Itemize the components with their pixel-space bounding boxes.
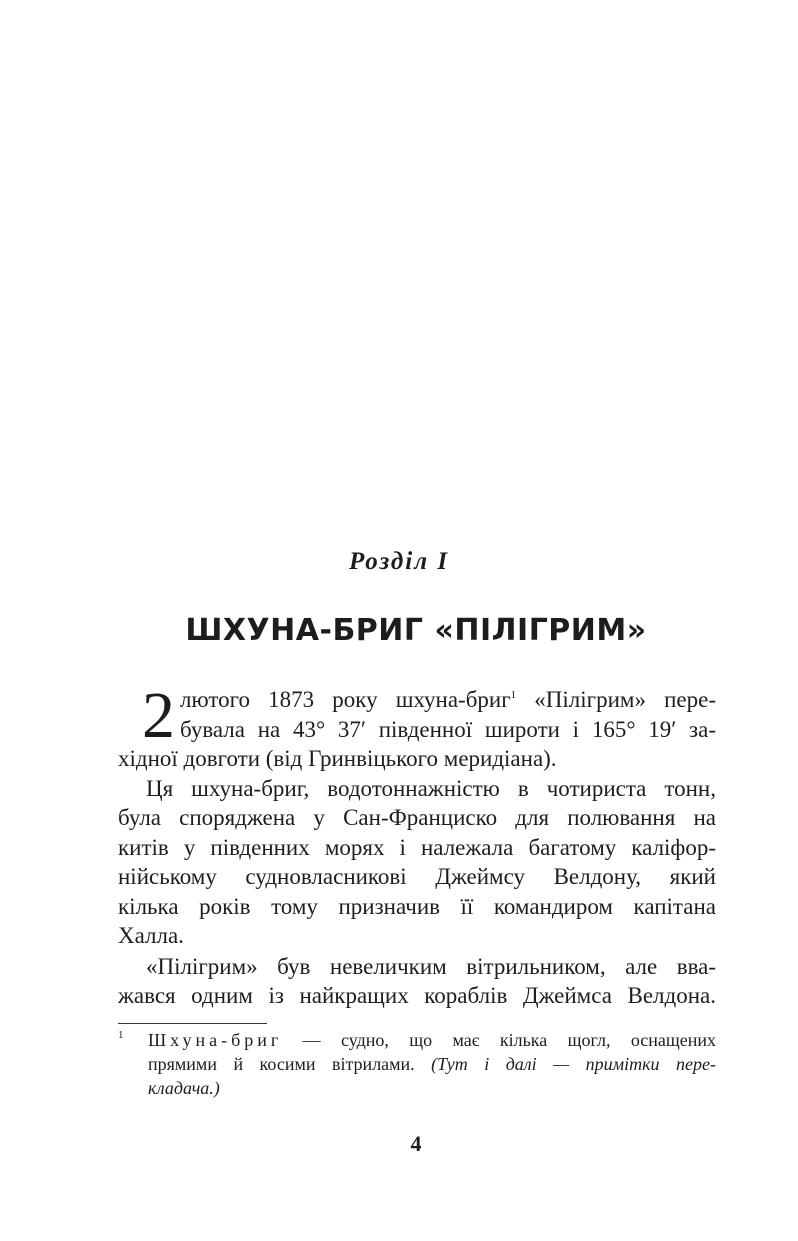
paragraph-3-line-2: жався одним із найкращих кораблів Джеймса Велдона. [118, 983, 716, 1008]
paragraph-2-line-2: була споряджена у Сан-Франциско для полювання на [118, 805, 716, 830]
paragraph-1-line-1: лютого 1873 року шхуна-бриг$^1$ «Пілігрим» пере- [180, 687, 716, 712]
paragraph-2-line-4: нійському судновласникові Джеймсу Велдону, який [118, 864, 716, 889]
paragraph-1-line-3: хідної довготи (від Гринвіцького меридіана). [118, 746, 557, 771]
paragraph-1-line-2: бувала на 43° 37′ південної широти і 165° 19′ за- [180, 717, 716, 742]
footnote-line-1: Шхуна-бриг — судно, що має кілька щогл, оснащених [148, 1030, 716, 1050]
footnote-mark: 1 [118, 1029, 124, 1041]
paragraph-2-line-5: кілька років тому призначив її командиром капітана [118, 894, 716, 919]
footnote-term: Шхуна-бриг [148, 1030, 283, 1050]
footnote-line-2: прямими й косими вітрилами. (Тут і далі — примітки пере- [148, 1054, 716, 1074]
footnote-line-3: кладача.) [148, 1078, 220, 1098]
drop-cap: 2 [142, 679, 175, 752]
footnote-divider [118, 1023, 267, 1024]
paragraph-3-line-1: «Пілігрим» був невеличким вітрильником, але вва- [146, 954, 716, 979]
paragraph-2-line-3: китів у південних морях і належала багатому каліфор- [118, 835, 716, 860]
chapter-label: Розділ I [348, 548, 450, 575]
paragraph-2-line-6: Халла. [118, 923, 184, 948]
chapter-title: ШХУНА-БРИГ «ПІЛІГРИМ» [185, 613, 647, 648]
footnote-reference: 1 [510, 689, 517, 701]
page-number: 4 [410, 1131, 422, 1156]
paragraph-2-line-1: Ця шхуна-бриг, водотоннажністю в чотириста тонн, [146, 776, 716, 801]
